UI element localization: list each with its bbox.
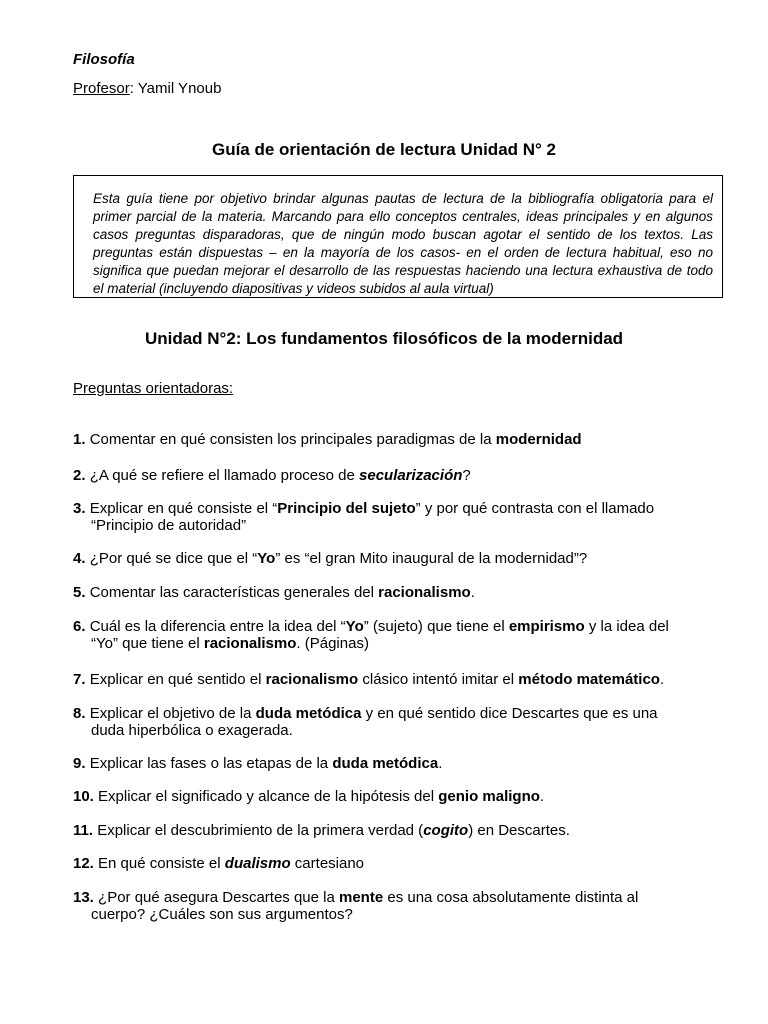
question-keyword: duda metódica xyxy=(255,705,362,722)
question-number: 6. xyxy=(73,618,86,635)
question-number: 1. xyxy=(73,431,86,448)
subject-title: Filosofía xyxy=(73,51,135,68)
question-item xyxy=(73,431,713,448)
question-number: 3. xyxy=(73,500,86,517)
question-text: . xyxy=(438,755,443,772)
question-text: Comentar en qué consisten los principales paradigmas de la xyxy=(89,431,496,448)
question-item xyxy=(73,467,713,484)
question-number: 8. xyxy=(73,705,86,722)
question-text: ¿A qué se refiere el llamado proceso de xyxy=(89,467,360,484)
intro-box: Esta guía tiene por objetivo brindar algunas pautas de lectura de la bibliografía obligatoria para el primer parcial de la materia. Marcando para ello conceptos centrales, ideas principales y en algunos casos preguntas disparadoras, que de ningún modo buscan agotar el sentido de los textos. Las preguntas están dispuestas – en la mayoría de los casos- en el orden de lectura habitual, eso no significa que puedan mejorar el desarrollo de las respuestas haciendo una lectura exhaustiva de todo el material (incluyendo diapositivas y videos subidos al aula virtual) xyxy=(73,175,723,298)
question-keyword: secularización xyxy=(359,467,463,484)
question-text: ” (sujeto) que tiene el xyxy=(363,618,509,635)
question-item xyxy=(73,788,713,805)
professor-label: Profesor xyxy=(73,80,130,97)
question-continuation: cuerpo? ¿Cuáles son sus argumentos? xyxy=(91,906,353,923)
question-text: . (Páginas) xyxy=(296,635,369,652)
question-keyword: mente xyxy=(339,889,384,906)
question-text: y en qué sentido dice Descartes que es una xyxy=(361,705,658,722)
question-text: cartesiano xyxy=(290,855,365,872)
question-number: 2. xyxy=(73,467,86,484)
question-text: Explicar el descubrimiento de la primera verdad ( xyxy=(97,822,424,839)
question-text: ¿Por qué se dice que el “ xyxy=(89,550,258,567)
question-text: clásico intentó imitar el xyxy=(358,671,519,688)
unit-title: Unidad N°2: Los fundamentos filosóficos de la modernidad xyxy=(144,329,624,348)
question-text: Explicar en qué sentido el xyxy=(89,671,266,688)
question-number: 12. xyxy=(73,855,94,872)
question-text: “Yo” que tiene el xyxy=(91,635,204,652)
question-text: En qué consiste el xyxy=(98,855,225,872)
question-continuation: duda hiperbólica o exagerada. xyxy=(91,722,293,739)
question-item xyxy=(73,755,713,772)
question-text: es una cosa absolutamente distinta al xyxy=(383,889,639,906)
question-number: 11. xyxy=(73,822,94,839)
professor-line xyxy=(73,80,221,97)
question-keyword: racionalismo xyxy=(265,671,359,688)
question-keyword: cogito xyxy=(423,822,469,839)
question-number: 13. xyxy=(73,889,94,906)
question-text: ” es “el gran Mito inaugural de la modernidad”? xyxy=(275,550,588,567)
question-number: 4. xyxy=(73,550,86,567)
question-text: ¿Por qué asegura Descartes que la xyxy=(98,889,339,906)
question-text: ? xyxy=(462,467,471,484)
question-text: Explicar el objetivo de la xyxy=(89,705,256,722)
guide-title: Guía de orientación de lectura Unidad N° 2 xyxy=(211,140,557,159)
question-keyword: Yo xyxy=(257,550,276,567)
question-number: 10. xyxy=(73,788,94,805)
question-item xyxy=(73,500,713,534)
question-item xyxy=(73,550,713,567)
question-text: Comentar las características generales del xyxy=(89,584,379,601)
question-text: Cuál es la diferencia entre la idea del “ xyxy=(89,618,346,635)
question-text: ) en Descartes. xyxy=(468,822,570,839)
question-keyword: duda metódica xyxy=(332,755,439,772)
question-item xyxy=(73,889,713,923)
question-item xyxy=(73,671,713,688)
question-number: 9. xyxy=(73,755,86,772)
question-keyword: genio maligno xyxy=(438,788,540,805)
question-text: y la idea del xyxy=(584,618,669,635)
question-keyword: Principio del sujeto xyxy=(277,500,416,517)
question-text: ” y por qué contrasta con el llamado xyxy=(415,500,655,517)
question-keyword: método matemático xyxy=(518,671,660,688)
question-text: Explicar el significado y alcance de la hipótesis del xyxy=(98,788,439,805)
question-item xyxy=(73,705,713,739)
question-item xyxy=(73,822,713,839)
question-continuation xyxy=(73,635,713,652)
question-text: . xyxy=(470,584,475,601)
question-text: . xyxy=(659,671,665,688)
question-keyword: empirismo xyxy=(508,618,585,635)
question-item xyxy=(73,618,713,652)
question-number: 5. xyxy=(73,584,86,601)
professor-name: : Yamil Ynoub xyxy=(129,80,222,97)
question-item xyxy=(73,584,713,601)
question-keyword: Yo xyxy=(345,618,364,635)
question-item xyxy=(73,855,713,872)
question-keyword: racionalismo xyxy=(203,635,297,652)
questions-heading: Preguntas orientadoras: xyxy=(73,380,234,397)
question-number: 7. xyxy=(73,671,86,688)
question-keyword: racionalismo xyxy=(378,584,471,601)
question-text: Explicar en qué consiste el “ xyxy=(89,500,278,517)
question-text: . xyxy=(539,788,545,805)
question-keyword: modernidad xyxy=(495,431,582,448)
question-continuation: “Principio de autoridad” xyxy=(91,517,247,534)
question-keyword: dualismo xyxy=(224,855,291,872)
question-text: Explicar las fases o las etapas de la xyxy=(89,755,333,772)
